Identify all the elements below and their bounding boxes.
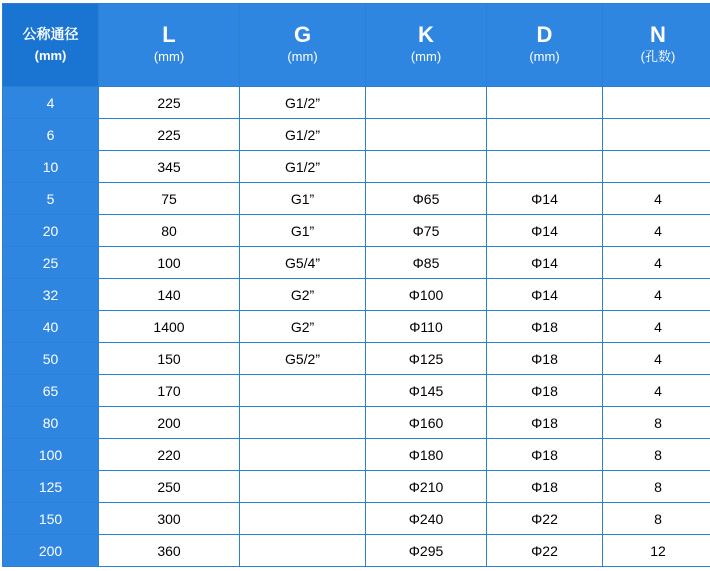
specification-table (2, 3, 710, 567)
cell-g (240, 503, 366, 535)
table-row (3, 471, 710, 503)
cell-d: Φ18 (487, 375, 603, 407)
cell-n: 4 (603, 343, 710, 375)
cell-l: 200 (99, 407, 240, 439)
cell-g: G1/2” (240, 87, 366, 119)
cell-l: 140 (99, 279, 240, 311)
cell-nominal-diameter: 125 (3, 471, 99, 503)
column-header-g (240, 4, 366, 87)
table-row (3, 183, 710, 215)
cell-g: G5/4” (240, 247, 366, 279)
cell-nominal-diameter: 65 (3, 375, 99, 407)
cell-l: 170 (99, 375, 240, 407)
cell-l: 300 (99, 503, 240, 535)
cell-d: Φ14 (487, 215, 603, 247)
column-header-unit: (孔数) (603, 47, 710, 68)
cell-nominal-diameter: 40 (3, 311, 99, 343)
column-header-n (603, 4, 710, 87)
cell-g (240, 535, 366, 567)
column-header-unit: (mm) (240, 47, 365, 68)
cell-k (366, 87, 487, 119)
cell-n: 4 (603, 247, 710, 279)
cell-d: Φ22 (487, 535, 603, 567)
table-body (3, 87, 710, 567)
cell-l: 225 (99, 87, 240, 119)
cell-n (603, 119, 710, 151)
cell-l: 220 (99, 439, 240, 471)
cell-nominal-diameter: 6 (3, 119, 99, 151)
table-row (3, 215, 710, 247)
cell-nominal-diameter: 10 (3, 151, 99, 183)
cell-k: Φ100 (366, 279, 487, 311)
cell-d (487, 151, 603, 183)
cell-k: Φ85 (366, 247, 487, 279)
table-row (3, 439, 710, 471)
table-row (3, 119, 710, 151)
cell-k: Φ125 (366, 343, 487, 375)
cell-l: 1400 (99, 311, 240, 343)
cell-n: 8 (603, 503, 710, 535)
cell-nominal-diameter: 100 (3, 439, 99, 471)
cell-nominal-diameter: 200 (3, 535, 99, 567)
cell-d: Φ18 (487, 471, 603, 503)
cell-k: Φ145 (366, 375, 487, 407)
cell-n: 4 (603, 215, 710, 247)
cell-d: Φ14 (487, 183, 603, 215)
column-header-unit: (mm) (487, 47, 602, 68)
cell-n (603, 151, 710, 183)
cell-nominal-diameter: 80 (3, 407, 99, 439)
cell-k: Φ180 (366, 439, 487, 471)
cell-g: G1/2” (240, 119, 366, 151)
cell-g (240, 439, 366, 471)
table-row (3, 375, 710, 407)
cell-d: Φ18 (487, 343, 603, 375)
cell-n (603, 87, 710, 119)
cell-nominal-diameter: 4 (3, 87, 99, 119)
cell-k: Φ210 (366, 471, 487, 503)
column-header-label: 公称通径 (23, 26, 79, 42)
cell-d (487, 119, 603, 151)
cell-n: 8 (603, 471, 710, 503)
cell-g: G1/2” (240, 151, 366, 183)
cell-l: 250 (99, 471, 240, 503)
cell-l: 75 (99, 183, 240, 215)
cell-nominal-diameter: 20 (3, 215, 99, 247)
cell-l: 150 (99, 343, 240, 375)
table-row (3, 279, 710, 311)
cell-g (240, 375, 366, 407)
table-row (3, 151, 710, 183)
cell-g (240, 471, 366, 503)
table-row (3, 343, 710, 375)
table-row (3, 503, 710, 535)
table-row (3, 247, 710, 279)
cell-n: 12 (603, 535, 710, 567)
header-row (3, 4, 710, 87)
cell-l: 80 (99, 215, 240, 247)
column-header-label: G (240, 22, 365, 47)
table-header (3, 4, 710, 87)
cell-g: G1” (240, 215, 366, 247)
cell-n: 4 (603, 375, 710, 407)
cell-n: 4 (603, 311, 710, 343)
column-header-label: N (603, 22, 710, 47)
cell-d: Φ22 (487, 503, 603, 535)
column-header-d (487, 4, 603, 87)
cell-k (366, 151, 487, 183)
cell-nominal-diameter: 50 (3, 343, 99, 375)
cell-d: Φ18 (487, 311, 603, 343)
column-header-l (99, 4, 240, 87)
cell-g: G2” (240, 279, 366, 311)
cell-nominal-diameter: 5 (3, 183, 99, 215)
column-header-nominal-diameter (3, 4, 99, 87)
cell-k: Φ160 (366, 407, 487, 439)
cell-d: Φ18 (487, 439, 603, 471)
cell-n: 8 (603, 407, 710, 439)
cell-l: 225 (99, 119, 240, 151)
column-header-unit: (mm) (99, 47, 239, 68)
cell-nominal-diameter: 150 (3, 503, 99, 535)
table-row (3, 87, 710, 119)
cell-k (366, 119, 487, 151)
cell-g: G2” (240, 311, 366, 343)
cell-n: 8 (603, 439, 710, 471)
cell-d (487, 87, 603, 119)
cell-d: Φ14 (487, 247, 603, 279)
cell-k: Φ75 (366, 215, 487, 247)
table-row (3, 407, 710, 439)
column-header-label: L (99, 22, 239, 47)
cell-nominal-diameter: 25 (3, 247, 99, 279)
cell-n: 4 (603, 183, 710, 215)
cell-g (240, 407, 366, 439)
column-header-unit: (mm) (35, 48, 67, 63)
cell-nominal-diameter: 32 (3, 279, 99, 311)
cell-n: 4 (603, 279, 710, 311)
cell-d: Φ18 (487, 407, 603, 439)
cell-g: G5/2” (240, 343, 366, 375)
cell-l: 100 (99, 247, 240, 279)
cell-k: Φ240 (366, 503, 487, 535)
column-header-label: D (487, 22, 602, 47)
column-header-unit: (mm) (366, 47, 486, 68)
column-header-label: K (366, 22, 486, 47)
cell-l: 360 (99, 535, 240, 567)
cell-k: Φ295 (366, 535, 487, 567)
cell-k: Φ110 (366, 311, 487, 343)
cell-l: 345 (99, 151, 240, 183)
cell-g: G1” (240, 183, 366, 215)
cell-d: Φ14 (487, 279, 603, 311)
cell-k: Φ65 (366, 183, 487, 215)
column-header-k (366, 4, 487, 87)
table-row (3, 535, 710, 567)
table-row (3, 311, 710, 343)
